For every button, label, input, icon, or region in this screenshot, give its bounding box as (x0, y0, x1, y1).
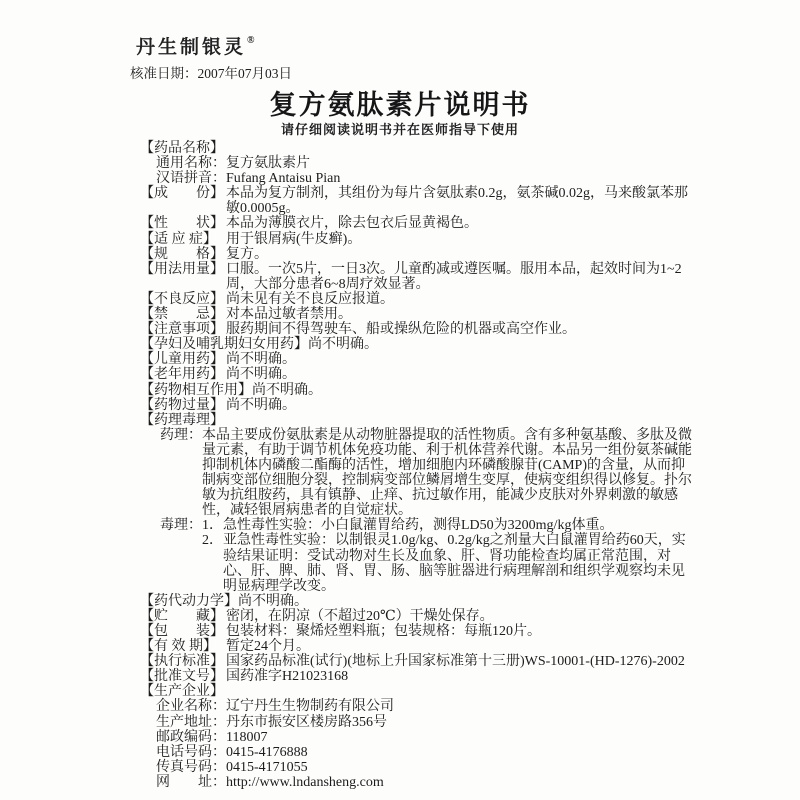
registered-trademark-icon: ® (247, 34, 255, 46)
section-label: 【孕妇及哺乳期妇女用药】 (140, 337, 308, 353)
field-key: 电话号码： (156, 744, 226, 760)
section-row (140, 292, 698, 307)
section-row (140, 413, 698, 428)
section-row (140, 594, 698, 609)
field-key: 通用名称： (156, 156, 226, 172)
field-value: http://www.lndansheng.com (226, 774, 384, 790)
section-label: 【药理毒理】 (140, 412, 224, 428)
field-row (140, 760, 698, 775)
section-label: 【贮 藏】 (140, 608, 224, 624)
field-value: 0415-4176888 (226, 744, 308, 760)
section-row (140, 654, 698, 669)
field-key: 生产地址： (156, 714, 226, 730)
section-row (140, 352, 698, 367)
field-key: 邮政编码： (156, 729, 226, 745)
section-label: 【规 格】 (140, 246, 224, 262)
section-text: 尚不明确。 (308, 337, 378, 353)
section-text: 尚未见有关不良反应报道。 (226, 291, 394, 307)
page-subtitle: 请仔细阅读说明书并在医师指导下使用 (280, 122, 519, 137)
section-row (140, 669, 698, 684)
section-row (140, 337, 698, 352)
section-text: 服药期间不得驾驶车、船或操纵危险的机器或高空作业。 (226, 322, 576, 338)
section-label: 【包 装】 (140, 624, 224, 639)
approval-date: 核准日期：2007年07月03日 (130, 66, 292, 81)
section-label: 【药品名称】 (140, 141, 224, 156)
toxicology-items (202, 518, 698, 593)
section-label: 【药物过量】 (140, 397, 224, 413)
section-text: 尚不明确。 (226, 352, 296, 368)
section-text: 口服。一次5片，一日3次。儿童酌减或遵医嘱。服用本品，起效时间为1~2周，大部分患者6~8周疗效显著。 (226, 261, 682, 292)
page-title: 复方氨肽素片说明书 (269, 90, 531, 120)
field-value: 118007 (226, 729, 268, 745)
section-label: 【不良反应】 (140, 291, 224, 307)
section-row (140, 216, 698, 231)
section-text: 尚不明确。 (238, 593, 308, 609)
section-label: 【注意事项】 (140, 322, 224, 338)
section-label: 【有 效 期】 (140, 639, 217, 655)
field-row (140, 699, 698, 714)
section-text: 复方。 (226, 246, 268, 262)
field-key: 汉语拼音： (156, 171, 226, 187)
section-row (140, 383, 698, 398)
toxicology-row (140, 518, 698, 593)
section-row (140, 398, 698, 413)
section-text: 本品为薄膜衣片，除去包衣后显黄褐色。 (226, 216, 478, 232)
brand-logo (136, 32, 254, 59)
field-row (140, 171, 698, 186)
section-text: 尚不明确。 (226, 367, 296, 383)
section-row (140, 322, 698, 337)
toxicology-item: 2．亚急性毒性实验：以制银灵1.0g/kg、0.2g/kg之剂量大白鼠灌胃给药60天，实验结果证明：受试动物对生长及血象、肝、肾功能检查均属正常范围，对心、肝、脾、肺、肾、胃、肠、脑等脏器进行病理解剖和组织学观察均未见明显病理学改变。 (202, 533, 686, 594)
section-text: 对本品过敏者禁用。 (226, 307, 352, 323)
field-row (140, 156, 698, 171)
section-row (140, 624, 698, 639)
section-text: 尚不明确。 (252, 382, 322, 398)
leaflet-body (140, 141, 698, 790)
section-label: 【批准文号】 (140, 669, 224, 685)
paragraph-key: 毒理： (160, 518, 202, 534)
section-row (140, 367, 698, 382)
pharmacology-row (140, 428, 698, 519)
paragraph-text: 本品主要成份氨肽素是从动物脏器提取的活性物质。含有多种氨基酸、多肽及微量元素，有助于调节机体免疫功能、利于机体营养代谢。本品另一组份氨茶碱能抑制机体内磷酸二酯酶的活性，增加细胞内环磷酸腺苷(CAMP)的含量，从而抑制病变部位细胞分裂，控制病变部位鳞屑增生变厚，使病变组织得以修复。扑尔敏为抗组胺药，具有镇静、止痒、抗过敏作用，能减少皮肤对外界刺激的敏感性，减轻银屑病患者的自觉症状。 (202, 427, 692, 519)
section-text: 国药准字H21023168 (226, 669, 349, 685)
section-row (140, 232, 698, 247)
field-row (140, 730, 698, 745)
section-text: 暂定24个月。 (226, 639, 310, 655)
section-text: 密闭，在阴凉（不超过20℃）干燥处保存。 (226, 608, 494, 624)
field-value: 复方氨肽素片 (226, 156, 310, 172)
section-label: 【药代动力学】 (140, 593, 238, 609)
section-label: 【生产企业】 (140, 684, 224, 700)
section-row (140, 684, 698, 699)
section-text: 本品为复方制剂，其组份为每片含氨肽素0.2g，氨茶碱0.02g，马来酸氯苯那敏0.0005g。 (226, 186, 688, 217)
field-value: 0415-4171055 (226, 759, 308, 775)
field-row (140, 775, 698, 790)
section-text: 用于银屑病(牛皮癣)。 (226, 231, 362, 247)
paragraph-key: 药理： (160, 427, 202, 443)
section-label: 【用法用量】 (140, 261, 224, 277)
brand-text: 丹生制银灵 (136, 37, 247, 58)
field-key: 企业名称： (156, 699, 226, 715)
section-row (140, 262, 698, 292)
field-row (140, 715, 698, 730)
field-key: 传真号码： (156, 759, 226, 775)
field-key: 网 址： (156, 774, 226, 790)
section-label: 【适 应 症】 (140, 231, 217, 247)
section-row (140, 609, 698, 624)
section-label: 【执行标准】 (140, 654, 224, 670)
section-label: 【成 份】 (140, 186, 224, 202)
section-label: 【药物相互作用】 (140, 382, 252, 398)
section-row (140, 247, 698, 262)
section-label: 【性 状】 (140, 216, 224, 232)
section-row (140, 141, 698, 156)
field-value: Fufang Antaisu Pian (226, 171, 341, 187)
section-text: 尚不明确。 (226, 397, 296, 413)
section-label: 【老年用药】 (140, 367, 224, 383)
toxicology-item: 1．急性毒性实验：小白鼠灌胃给药，测得LD50为3200mg/kg体重。 (202, 518, 614, 534)
section-row (140, 186, 698, 216)
field-value: 辽宁丹生生物制药有限公司 (226, 699, 394, 715)
section-row (140, 639, 698, 654)
section-row (140, 307, 698, 322)
field-row (140, 745, 698, 760)
field-value: 丹东市振安区楼房路356号 (226, 714, 387, 730)
section-text: 国家药品标准(试行)(地标上升国家标准第十三册)WS-10001-(HD-1276)-2002 (226, 654, 685, 670)
section-text: 包装材料：聚烯烃塑料瓶；包装规格：每瓶120片。 (226, 624, 541, 639)
section-label: 【儿童用药】 (140, 352, 224, 368)
section-label: 【禁 忌】 (140, 307, 224, 323)
